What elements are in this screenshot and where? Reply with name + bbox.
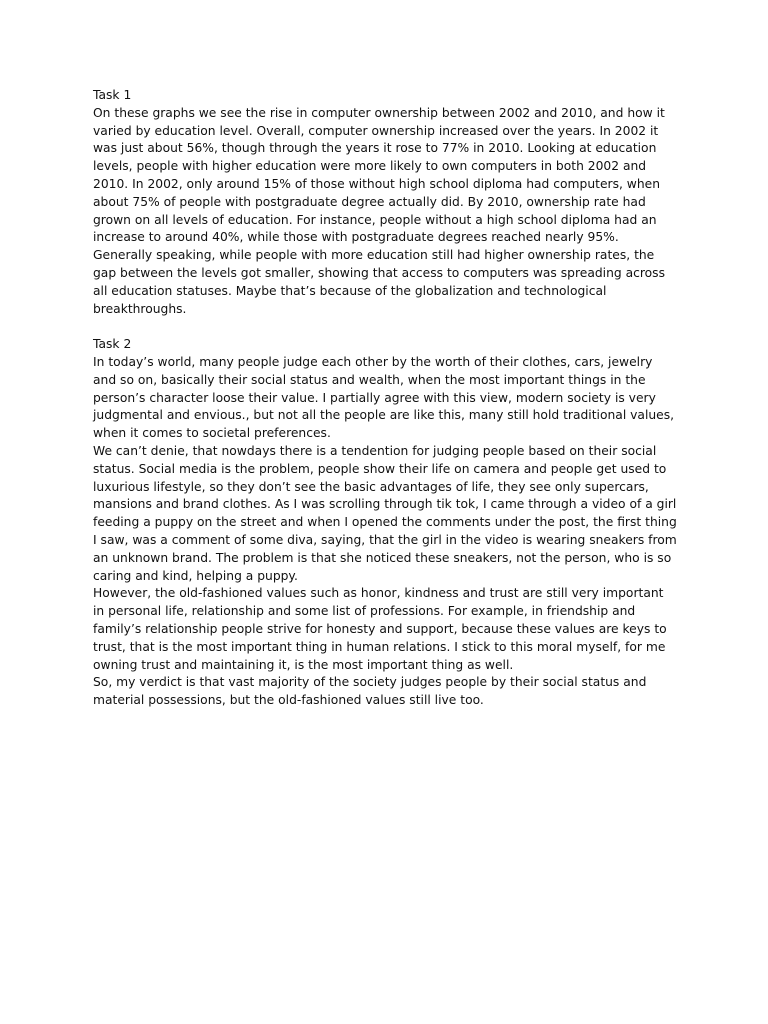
task2-heading: Task 2: [93, 337, 132, 352]
task1-heading: Task 1: [93, 88, 132, 102]
task2-paragraph-3: However, the old-fashioned values such as honor, kindness and trust are still very important in personal life, relationship and some list of professions. For example, in friendship and family’s relationship people strive for honesty and support, because these values are keys to trust, that is the most important thing in human relations. I stick to this moral myself, for me owning trust and maintaining it, is the most important thing as well.: [93, 586, 667, 672]
task2-paragraph-1: In today’s world, many people judge each other by the worth of their clothes, cars, jewelry and so on, basically their social status and wealth, when the most important things in the person’s character loose their value. I partially agree with this view, modern society is very judgmental and envious., but not all the people are like this, many still hold traditional values, when it comes to societal preferences.: [93, 354, 675, 441]
blank-line: [93, 318, 677, 336]
task1-paragraph: On these graphs we see the rise in computer ownership between 2002 and 2010, and how it varied by education level. Overall, computer ownership increased over the years. In 2002 it was just about 56%, though through the years it rose to 77% in 2010. Looking at education levels, people with higher education were more likely to own computers in both 2002 and 2010. In 2002, only around 15% of those without high school diploma had computers, when about 75% of people with postgraduate degree actually did. By 2010, ownership rate had grown on all levels of education. For instance, people without a high school diploma had an increase to around 40%, while those with postgraduate degrees reached nearly 95%. Generally speaking, while people with more education still had higher ownership rates, the gap between the levels got smaller, showing that access to computers was spreading across all education statuses. Maybe that’s because of the globalization and technological breakthroughs.: [93, 105, 665, 316]
task2-paragraph-2: We can’t denie, that nowdays there is a tendention for judging people based on their social status. Social media is the problem, people show their life on camera and people get used to luxurious lifestyle, so they don’t see the basic advantages of life, they see only supercars, mansions and brand clothes. As I was scrolling through tik tok, I came through a video of a girl feeding a puppy on the street and when I opened the comments under the post, the first thing I saw, was a comment of some diva, saying, that the girl in the video is wearing sneakers from an unknown brand. The problem is that she noticed these sneakers, not the person, who is so caring and kind, helping a puppy.: [93, 443, 677, 583]
document-body: [93, 87, 677, 710]
task2-paragraph-4: So, my verdict is that vast majority of the society judges people by their social status and material possessions, but the old-fashioned values still live too.: [93, 675, 647, 708]
